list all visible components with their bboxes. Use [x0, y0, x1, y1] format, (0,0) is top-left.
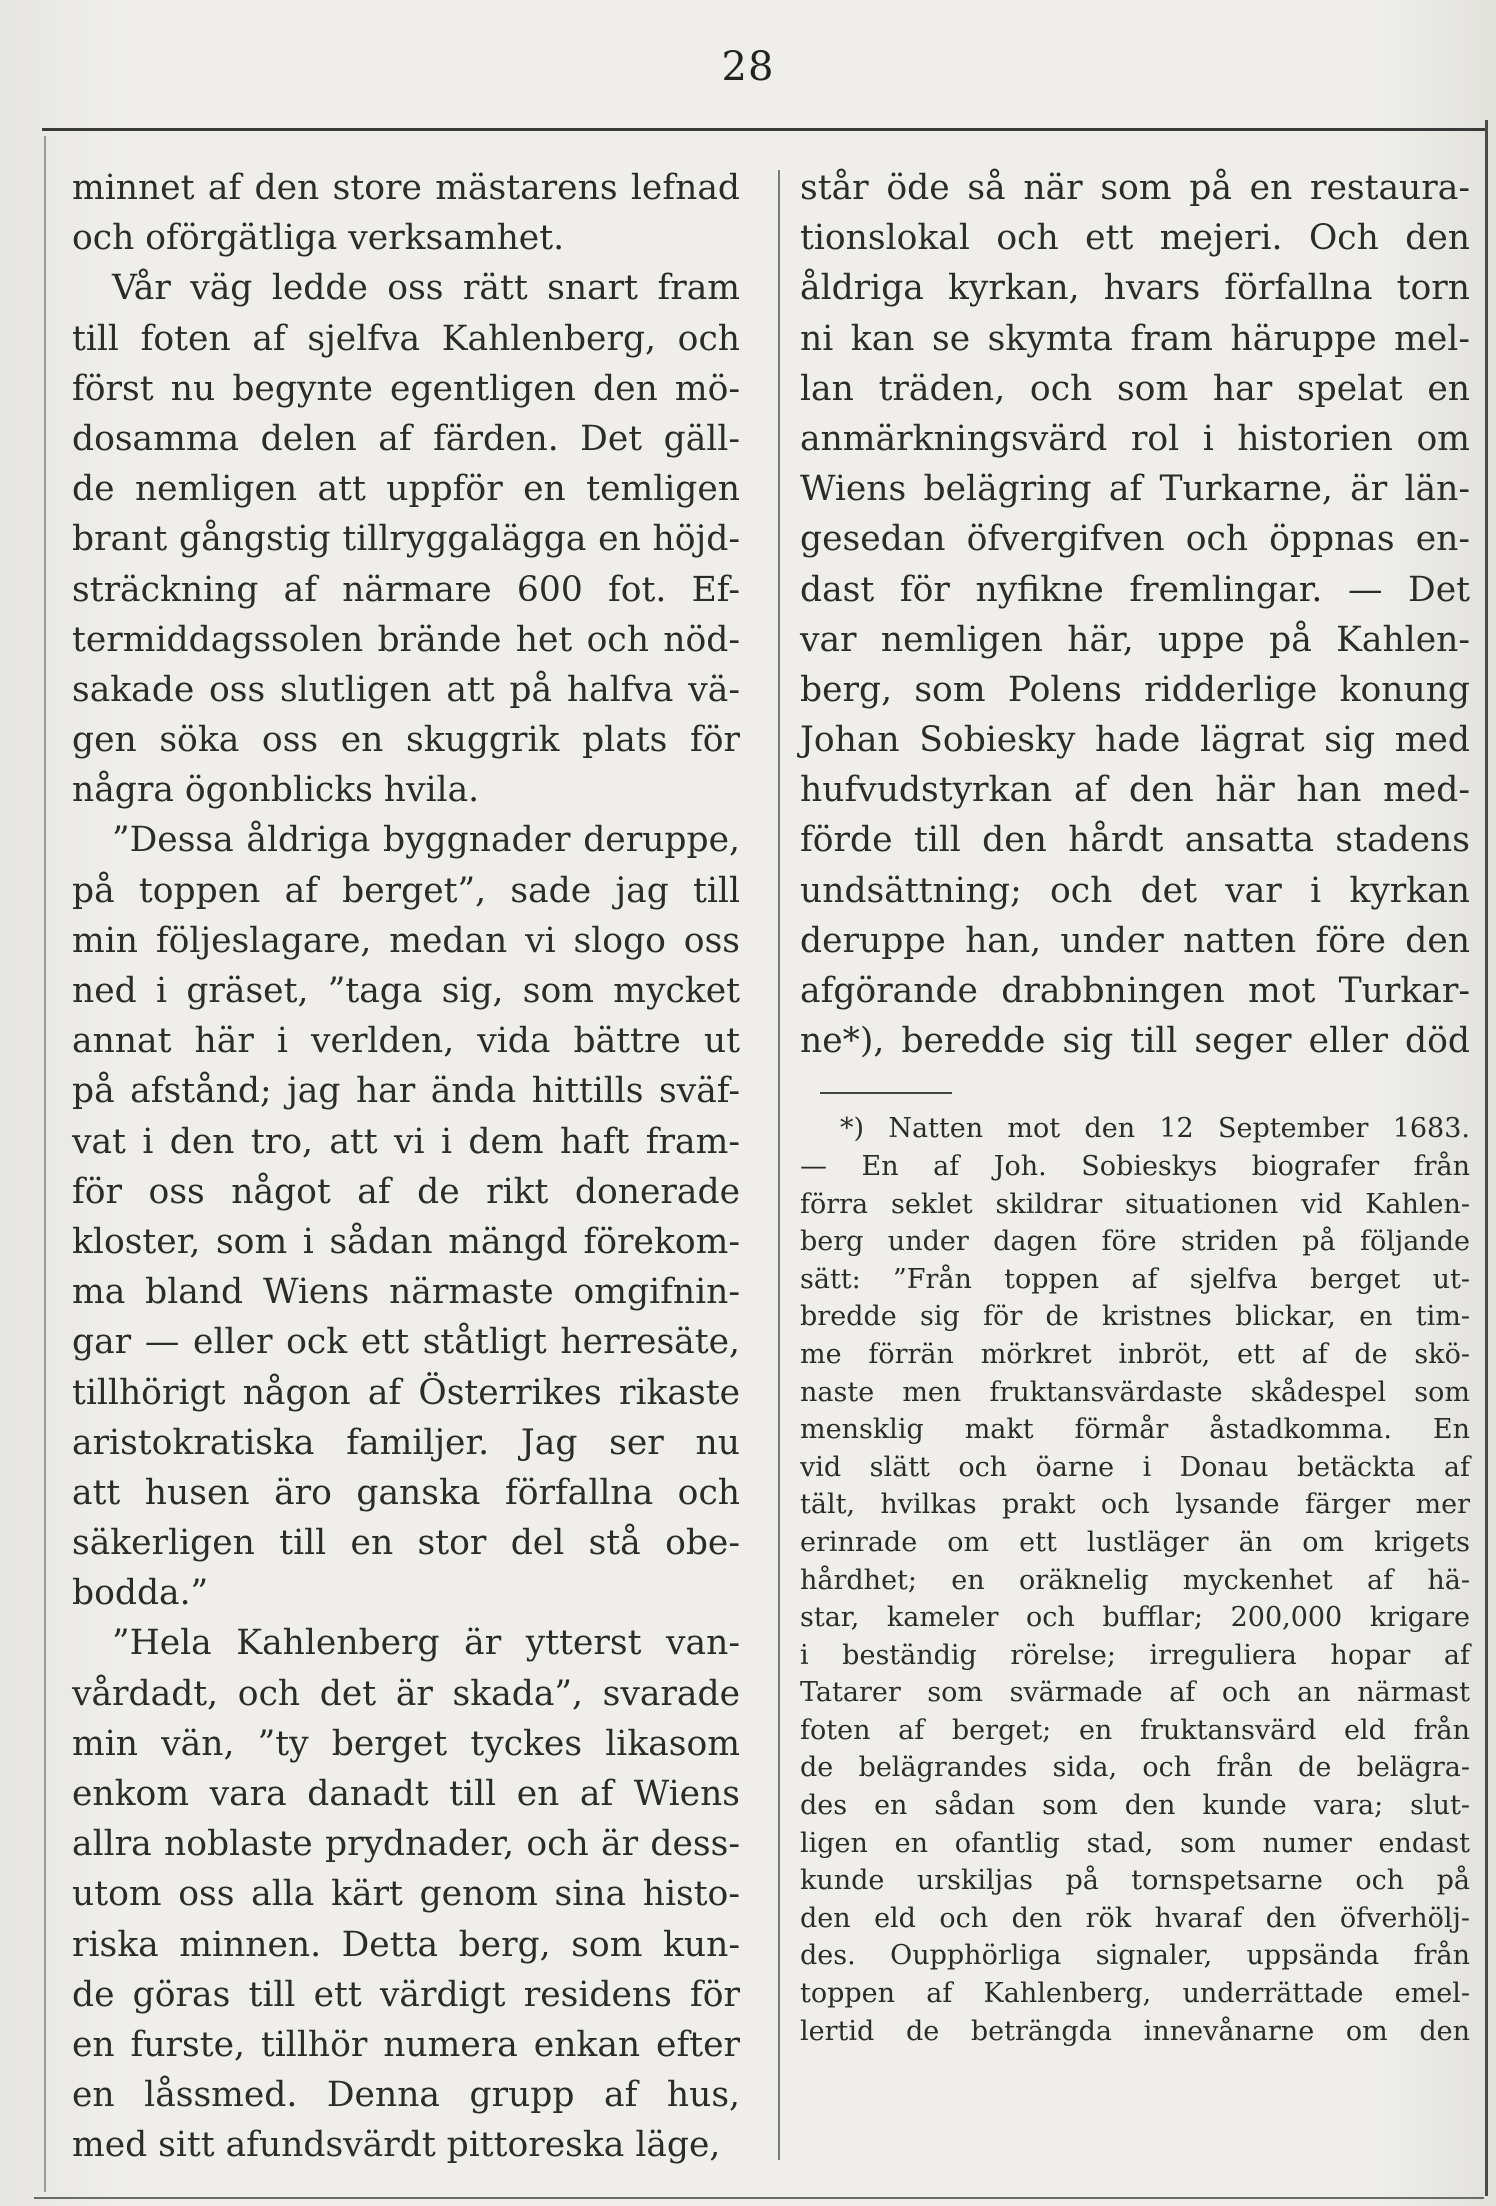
text-line: vat i den tro, att vi i dem haft fram-: [72, 1121, 740, 1162]
footnote-line: Tatarer som svärmade af och an närmast: [800, 1677, 1470, 1709]
footnote-line: lertid de beträngda innevånarne om den: [800, 2015, 1470, 2047]
text-line: på toppen af berget”, sade jag till: [72, 870, 740, 911]
text-line: min följeslagare, medan vi slogo oss: [72, 920, 740, 961]
text-line: afgörande drabbningen mot Turkar-: [800, 971, 1470, 1011]
footnote-line: mensklig makt förmår åstadkomma. En: [800, 1414, 1470, 1446]
text-line: gesedan öfvergifven och öppnas en-: [800, 519, 1470, 560]
text-line: riska minnen. Detta berg, som kun-: [72, 1924, 740, 1965]
text-line: undsättning; och det var i kyrkan: [800, 870, 1470, 911]
text-line: de nemligen att uppför en temligen: [72, 469, 740, 510]
left-column: [72, 163, 740, 2171]
footnote-line: de belägrandes sida, och från de belägra-: [800, 1752, 1470, 1784]
text-line: lan träden, och som har spelat en: [800, 368, 1470, 409]
footnote-line: vid slätt och öarne i Donau betäckta af: [800, 1451, 1470, 1483]
header-rule: [42, 128, 1486, 131]
text-line: min vän, ”ty berget tyckes likasom: [72, 1723, 740, 1764]
text-line: med sitt afundsvärdt pittoreska läge,: [72, 2125, 721, 2166]
text-line: på afstånd; jag har ända hittills sväf-: [72, 1071, 740, 1112]
text-line: deruppe han, under natten före den: [800, 920, 1470, 961]
footnote-line: des en sådan som den kunde vara; slut-: [800, 1790, 1470, 1822]
footnote-line: i beständig rörelse; irreguliera hopar af: [800, 1639, 1470, 1671]
text-line: gen söka oss en skuggrik plats för: [72, 720, 740, 761]
text-line: och oförgätliga verksamhet.: [72, 218, 565, 259]
text-line: minnet af den store mästarens lefnad: [72, 168, 740, 208]
text-line: hufvudstyrkan af den här han med-: [800, 770, 1470, 811]
text-line: annat här i verlden, vida bättre ut: [72, 1021, 740, 1062]
text-line: var nemligen här, uppe på Kahlen-: [800, 619, 1470, 660]
text-line: termiddagssolen brände het och nöd-: [72, 619, 740, 660]
footnote-line: naste men fruktansvärdaste skådespel som: [800, 1376, 1470, 1408]
text-line: en låssmed. Denna grupp af hus,: [72, 2075, 740, 2116]
footnote-line: ligen en ofantlig stad, som numer endast: [800, 1827, 1470, 1859]
text-line: Vår väg ledde oss rätt snart fram: [112, 268, 740, 309]
right-page-edge: [1485, 120, 1488, 2196]
text-line: brant gångstig tillryggalägga en höjd-: [72, 519, 740, 560]
right-column: [800, 163, 1470, 2050]
footnote: [800, 1110, 1470, 2050]
footnote-line: foten af berget; en fruktansvärd eld från: [800, 1714, 1470, 1746]
text-line: dast för nyfikne fremlingar. — Det: [800, 569, 1470, 610]
text-line: att husen äro ganska förfallna och: [72, 1472, 740, 1513]
bottom-rule: [34, 2197, 1484, 2199]
text-line: kloster, som i sådan mängd förekom-: [72, 1221, 740, 1262]
footnote-line: hårdhet; en oräknelig myckenhet af hä-: [800, 1564, 1470, 1596]
text-line: ne*), beredde sig till seger eller död: [800, 1021, 1470, 1062]
footnote-line: erinrade om ett lustläger än om krigets: [800, 1526, 1470, 1558]
text-line: gar — eller ock ett ståtligt herresäte,: [72, 1322, 740, 1363]
text-line: anmärkningsvärd rol i historien om: [800, 418, 1470, 459]
text-line: en furste, tillhör numera enkan efter: [72, 2024, 740, 2065]
text-line: vårdadt, och det är skada”, svarade: [72, 1673, 740, 1714]
text-line: står öde så när som på en restaura-: [800, 168, 1470, 208]
footnote-line: *) Natten mot den 12 September 1683.: [840, 1113, 1470, 1145]
text-line: de göras till ett värdigt residens för: [72, 1974, 740, 2015]
text-line: bodda.”: [72, 1573, 209, 1614]
text-line: tillhörigt någon af Österrikes rikaste: [72, 1372, 740, 1413]
text-line: aristokratiska familjer. Jag ser nu: [72, 1422, 740, 1463]
text-line: Johan Sobiesky hade lägrat sig med: [800, 720, 1470, 761]
column-divider: [778, 170, 780, 2160]
footnote-line: sätt: ”Från toppen af sjelfva berget ut-: [800, 1263, 1470, 1295]
text-line: dosamma delen af färden. Det gäll-: [72, 418, 740, 459]
footnote-line: förra seklet skildrar situationen vid Kahlen-: [800, 1188, 1470, 1220]
text-line: sakade oss slutligen att på halfva vä-: [72, 669, 740, 710]
right-column-body: [800, 163, 1470, 1066]
footnote-line: star, kameler och bufflar; 200,000 krigare: [800, 1602, 1470, 1634]
text-line: förde till den hårdt ansatta stadens: [800, 820, 1470, 861]
text-line: några ögonblicks hvila.: [72, 770, 480, 811]
left-page-edge: [44, 136, 46, 2192]
footnote-line: den eld och den rök hvaraf den öfverhölj-: [800, 1902, 1470, 1934]
text-line: till foten af sjelfva Kahlenberg, och: [72, 318, 740, 359]
text-line: tionslokal och ett mejeri. Och den: [800, 218, 1470, 259]
text-line: ni kan se skymta fram häruppe mel-: [800, 318, 1470, 359]
text-line: först nu begynte egentligen den mö-: [72, 368, 740, 409]
text-line: ”Hela Kahlenberg är ytterst van-: [112, 1623, 740, 1664]
text-line: sträckning af närmare 600 fot. Ef-: [72, 569, 740, 610]
footnote-line: toppen af Kahlenberg, underrättade emel-: [800, 1978, 1470, 2010]
footnote-line: des. Oupphörliga signaler, uppsända från: [800, 1940, 1470, 1972]
footnote-line: bredde sig för de kristnes blickar, en tim-: [800, 1301, 1470, 1333]
footnote-line: — En af Joh. Sobieskys biografer från: [800, 1150, 1470, 1182]
text-line: berg, som Polens ridderlige konung: [800, 669, 1470, 710]
footnote-divider: [820, 1092, 952, 1094]
text-line: ma bland Wiens närmaste omgifnin-: [72, 1272, 740, 1313]
footnote-line: me förrän mörkret inbröt, ett af de skö-: [800, 1338, 1470, 1370]
text-line: säkerligen till en stor del stå obe-: [72, 1523, 740, 1564]
text-line: ned i gräset, ”taga sig, som mycket: [72, 971, 740, 1011]
text-line: enkom vara danadt till en af Wiens: [72, 1774, 740, 1814]
footnote-line: tält, hvilkas prakt och lysande färger mer: [800, 1489, 1470, 1521]
text-line: utom oss alla kärt genom sina histo-: [72, 1874, 740, 1915]
text-line: Wiens belägring af Turkarne, är län-: [800, 469, 1470, 510]
page-number: 28: [721, 44, 775, 90]
text-line: åldriga kyrkan, hvars förfallna torn: [800, 268, 1470, 309]
text-line: allra noblaste prydnader, och är dess-: [72, 1824, 740, 1865]
footnote-line: berg under dagen före striden på följande: [800, 1226, 1470, 1258]
text-line: för oss något af de rikt donerade: [72, 1171, 740, 1212]
footnote-line: kunde urskiljas på tornspetsarne och på: [800, 1865, 1470, 1897]
text-line: ”Dessa åldriga byggnader deruppe,: [112, 820, 740, 861]
